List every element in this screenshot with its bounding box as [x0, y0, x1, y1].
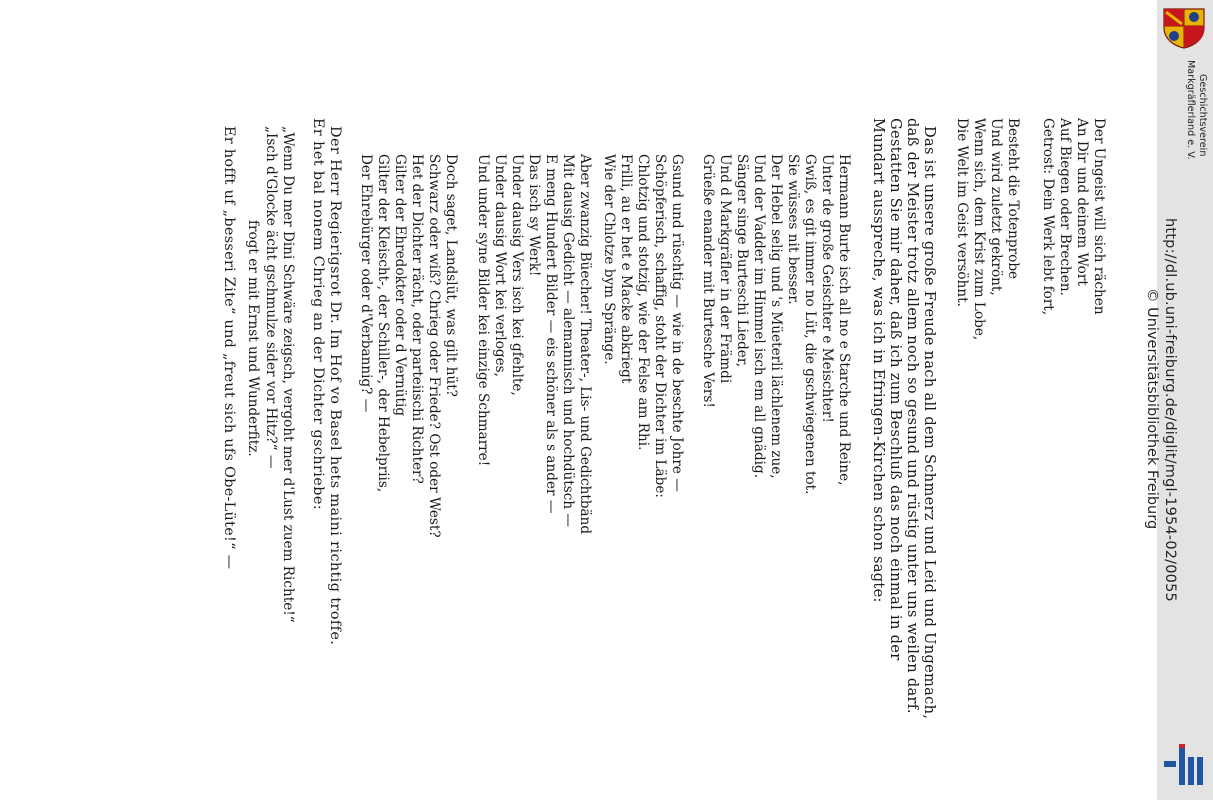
stanza2-line-4: Frilli, au er het e Macke abkriegt — [618, 154, 634, 384]
stanza3-line-6: Under dausig Wort kei verloges, — [492, 154, 508, 377]
stanza4-line-6: Der Ehrebürger oder d'Verbannig? — — [358, 154, 374, 413]
stanza4-line-1: Doch saget, Landslüt, was gilt hüt? — [443, 154, 459, 397]
para1-line-1: Das ist unsere große Freude nach all dem Schmerz und Leid und Ungemach, — [921, 126, 938, 720]
source-url[interactable]: http://dl.ub.uni-freiburg.de/diglit/mgl-1954-02/0055 — [1162, 218, 1178, 602]
stanza2-line-3: Chlotzig und stotzig, wie der Felse am Rhi. — [635, 154, 651, 451]
poem1-line-4: Getrost: Dein Werk lebt fort, — [1040, 118, 1056, 316]
poem1-line-3: Auf Biegen oder Brechen. — [1057, 118, 1073, 296]
stanza1-line-8: Und d Markgräfler in der Främdi — [717, 154, 733, 384]
stanza4-line-3: Het der Dichter rächt, oder parteiischi Richter? — [409, 154, 425, 484]
para1-line-3: Gestatten Sie mir daher, daß ich zum Beschluß das noch einmal in der — [887, 118, 904, 661]
stanza2-line-1: Gsund und rüschtig — wie in de beschte Johre — — [669, 154, 685, 492]
stanza2-line-2: Schöpferisch, schaffig, stoht der Dichter im Läbe: — [652, 154, 668, 498]
stanza3-line-3: E meng Hundert Bilder — eis schöner als s ander — — [543, 154, 559, 514]
poem1-line-1: Der Ungeist will sich rächen — [1091, 118, 1107, 315]
poem2-line-2: Und wird zuletzt gekrönt, — [988, 118, 1004, 296]
para1-line-2: daß der Meister trotz allem noch so gesund und rüstig unter uns weilen darf. — [904, 118, 921, 714]
stanza3-line-5: Under dausig Vers isch kei gfehlte, — [509, 154, 525, 396]
copyright-notice: © Universitätsbibliothek Freiburg — [1144, 288, 1160, 530]
stanza3-line-2: Mit dausig Gedicht — alemannisch und hochdütsch — — [560, 154, 576, 528]
stanza4-line-5: Gilter der Kleischt-, der Schiller-, der Hebelpriis, — [375, 154, 391, 493]
poem2-line-4: Die Welt im Geist versöhnt. — [954, 118, 970, 307]
quote-line-1: „Wenn Du mer Dini Schwäre zeigsch, vergoht mer d'Lust zuem Richte!“ — [280, 126, 296, 623]
university-library-logo-icon — [1164, 744, 1208, 788]
stanza1-line-2: Unter de großе Geischter e Meischter! — [819, 154, 835, 423]
para2-line-1: Der Herr Regierigsrot Dr. Im Hof vo Basel hets maini richtig troffe. — [327, 126, 343, 646]
page-text-rotated — [107, 0, 1107, 800]
stanza1-line-6: Und der Vadder im Himmel isch em all gnädig. — [751, 154, 767, 479]
society-name-line-1: Geschichtsverein — [1197, 74, 1208, 157]
stanza3-line-7: Und under syne Bilder kei einzige Schmarre! — [475, 154, 491, 467]
stanza1-line-3: Gwiß, es git immer no Lüt, die gschwiegenen tot. — [802, 154, 818, 495]
stanza1-line-4: Sie wüsses nit besser. — [785, 154, 801, 305]
poem1-line-2: An Dir und deinem Wort — [1074, 118, 1090, 286]
para1-line-4: Mundart ausspreche, was ich in Efringen-Kirchen schon sagte: — [870, 118, 887, 603]
stanza3-line-4: Das isch sy Werk! — [526, 154, 542, 277]
stanza1-line-9: Grüeße enander mit Burtesche Vers! — [700, 154, 716, 408]
poem2-line-1: Besteht die Totenprobe — [1005, 118, 1021, 280]
stanza4-line-4: Gilter der Ehredokter oder d Vernütig — [392, 154, 408, 417]
closing-line: Er hofft uf „besseri Zite“ und „freut sich ufs Obe-Lüte!“ — — [221, 126, 237, 570]
poem2-line-3: Wenn sich, dem Krist zum Lobe, — [971, 118, 987, 341]
band-text-rotated — [1124, 0, 1208, 800]
stanza1-line-7: Sänger singe Burteschi Lieder, — [734, 154, 750, 368]
stanza1-line-1: Hermann Burte isch all no e Starche und Reine, — [836, 154, 852, 486]
stanza1-line-5: Der Hebel selig und 's Müeterli lächlenem zue, — [768, 154, 784, 479]
quote-indented-line: frogt er mit Ernst und Wunderfitz. — [245, 220, 261, 457]
stanza4-line-2: Schwarz oder wiß? Chrieg oder Friede? Ost oder West? — [426, 154, 442, 538]
para2-line-2: Er het bal nonem Chrieg an der Dichter gschriebe: — [310, 118, 326, 510]
society-name-line-2: Markgräflerland e. V. — [1185, 60, 1196, 160]
quote-line-2: „Isch d'Glocke ächt gschmulze sider vor Hitz?“ — — [263, 126, 279, 469]
stanza2-line-5: Wie der Chlotze bym Spränge. — [601, 154, 617, 365]
stanza3-line-1: Aber zwanzig Büecher! Theater-, Lis- und Gedichtbänd — [577, 154, 593, 535]
